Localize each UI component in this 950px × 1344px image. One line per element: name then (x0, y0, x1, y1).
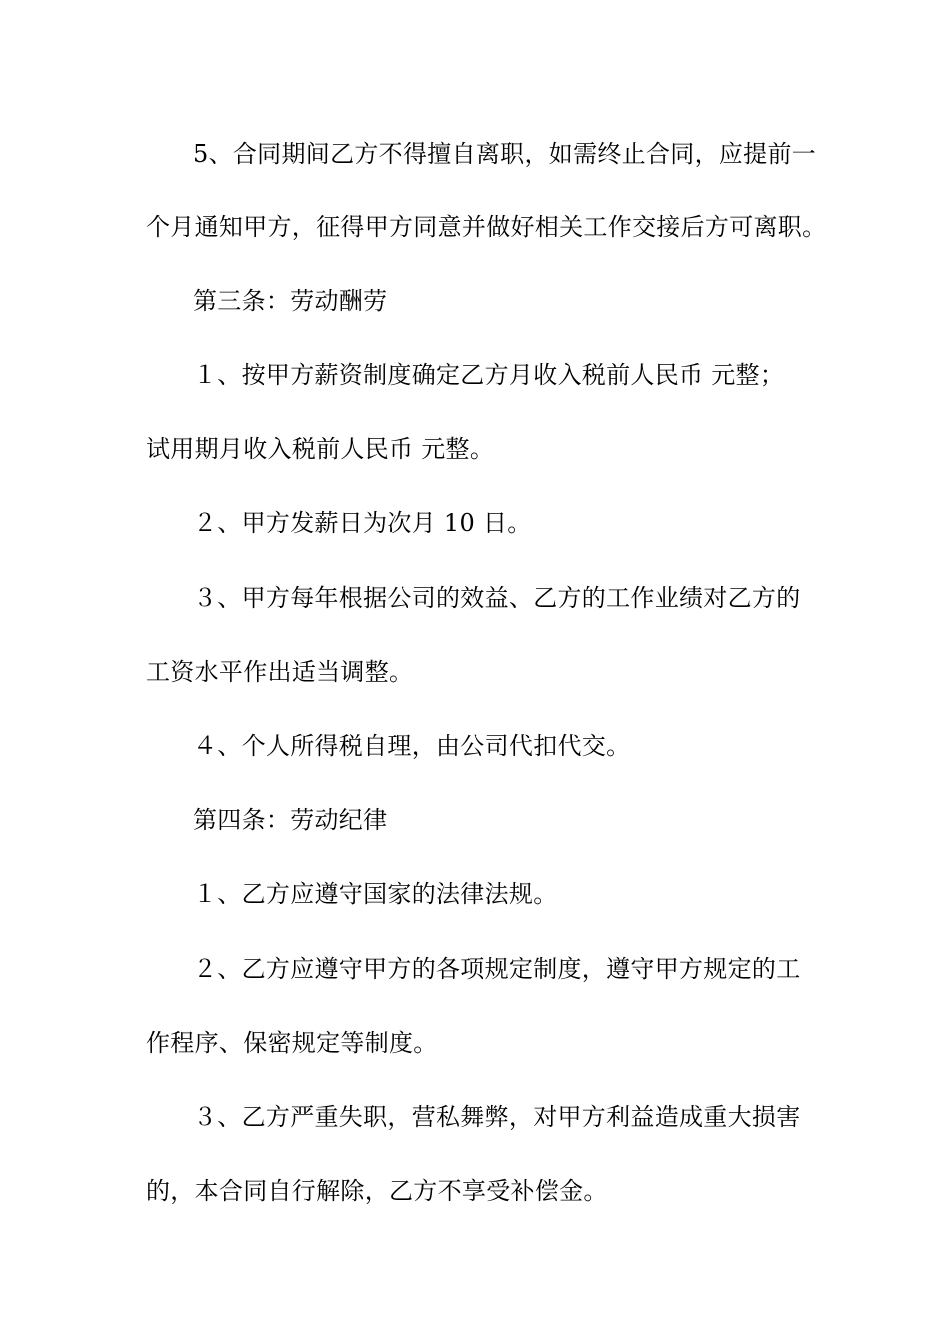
salary-clause-1-line-2: 试用期月收入税前人民币 元整。 (146, 435, 495, 463)
discipline-clause-3-line-1: ３、乙方严重失职，营私舞弊，对甲方利益造成重大损害 (193, 1103, 801, 1131)
article-3-heading: 第三条：劳动酬劳 (193, 287, 388, 315)
salary-clause-4: ４、个人所得税自理，由公司代扣代交。 (193, 732, 631, 760)
discipline-clause-1: １、乙方应遵守国家的法律法规。 (193, 880, 558, 908)
discipline-clause-2-line-1: ２、乙方应遵守甲方的各项规定制度，遵守甲方规定的工 (193, 955, 801, 983)
salary-clause-3-line-1: ３、甲方每年根据公司的效益、乙方的工作业绩对乙方的 (193, 584, 801, 612)
salary-clause-1-line-1: １、按甲方薪资制度确定乙方月收入税前人民币 元整； (193, 361, 785, 389)
discipline-clause-2-line-2: 作程序、保密规定等制度。 (146, 1029, 438, 1057)
salary-clause-2: ２、甲方发薪日为次月 10 日。 (193, 509, 532, 537)
clause-5-line-1: 5、合同期间乙方不得擅自离职，如需终止合同，应提前一 (193, 140, 817, 168)
article-4-heading: 第四条：劳动纪律 (193, 806, 388, 834)
clause-5-line-2: 个月通知甲方，征得甲方同意并做好相关工作交接后方可离职。 (146, 213, 827, 241)
salary-clause-3-line-2: 工资水平作出适当调整。 (146, 658, 414, 686)
discipline-clause-3-line-2: 的，本合同自行解除，乙方不享受补偿金。 (146, 1177, 608, 1205)
